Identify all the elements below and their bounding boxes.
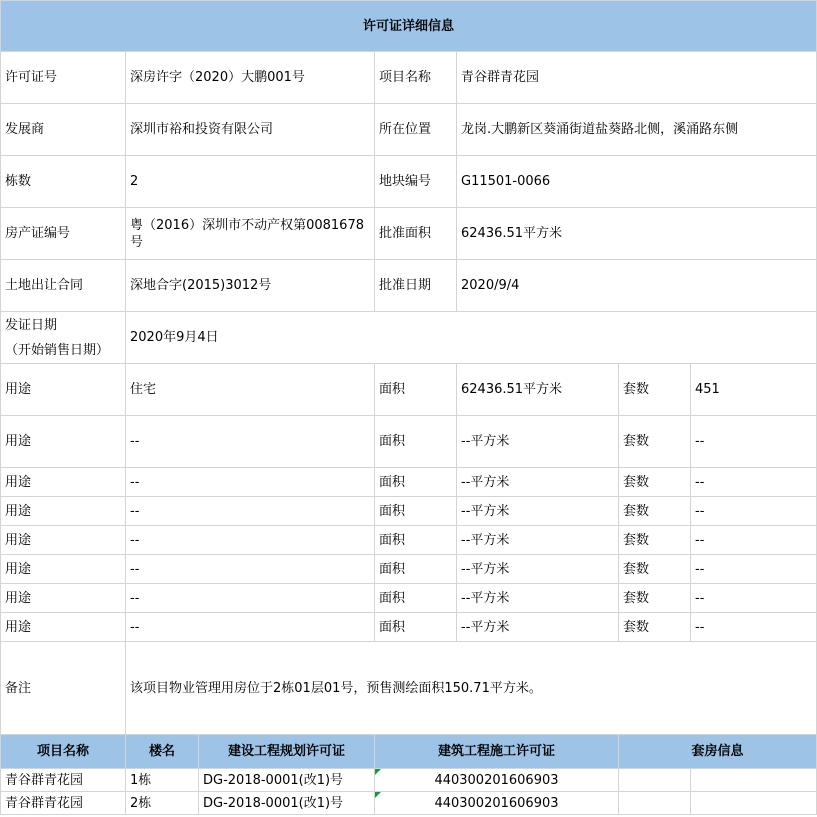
units-value: -- (691, 526, 817, 555)
usage-label: 用途 (1, 584, 126, 613)
units-value: -- (691, 416, 817, 468)
col-header-construction-permit: 建筑工程施工许可证 (375, 735, 619, 769)
area-value: 62436.51平方米 (457, 364, 619, 416)
developer-value: 深圳市裕和投资有限公司 (126, 104, 375, 156)
info-row-developer (1, 104, 817, 156)
units-label: 套数 (619, 613, 691, 642)
area-label: 面积 (375, 497, 457, 526)
usage-value: -- (126, 526, 375, 555)
area-label: 面积 (375, 613, 457, 642)
issue-date-value: 2020年9月4日 (126, 312, 817, 364)
usage-row (1, 555, 817, 584)
usage-label: 用途 (1, 613, 126, 642)
usage-label: 用途 (1, 526, 126, 555)
project-name-value: 青谷群青花园 (457, 52, 817, 104)
issue-date-label-line2: （开始销售日期） (5, 342, 110, 358)
area-value: --平方米 (457, 497, 619, 526)
usage-value: -- (126, 416, 375, 468)
usage-value: -- (126, 555, 375, 584)
units-label: 套数 (619, 416, 691, 468)
usage-row (1, 497, 817, 526)
issue-date-label-line1: 发证日期 (5, 317, 58, 333)
area-label: 面积 (375, 555, 457, 584)
page-title: 许可证详细信息 (1, 1, 817, 52)
usage-value: -- (126, 584, 375, 613)
area-label: 面积 (375, 416, 457, 468)
usage-label: 用途 (1, 416, 126, 468)
property-cert-label: 房产证编号 (1, 208, 126, 260)
usage-label: 用途 (1, 468, 126, 497)
location-value: 龙岗.大鹏新区葵涌街道盐葵路北侧，溪涌路东侧 (457, 104, 817, 156)
building-name-cell: 1栋 (126, 769, 199, 792)
info-row-property-cert (1, 208, 817, 260)
units-label: 套数 (619, 468, 691, 497)
area-label: 面积 (375, 468, 457, 497)
remark-value: 该项目物业管理用房位于2栋01层01号，预售测绘面积150.71平方米。 (126, 642, 817, 735)
building-project-cell: 青谷群青花园 (1, 769, 126, 792)
table-row (1, 792, 817, 815)
units-label: 套数 (619, 526, 691, 555)
unit-info-cell-extra (691, 769, 817, 792)
construction-permit-cell: 440300201606903 (375, 769, 619, 792)
table-row (1, 769, 817, 792)
info-row-land-contract (1, 260, 817, 312)
area-value: --平方米 (457, 584, 619, 613)
usage-value: -- (126, 468, 375, 497)
usage-value: -- (126, 497, 375, 526)
units-label: 套数 (619, 364, 691, 416)
plot-no-label: 地块编号 (375, 156, 457, 208)
permit-no-label: 许可证号 (1, 52, 126, 104)
usage-label: 用途 (1, 555, 126, 584)
approved-date-value: 2020/9/4 (457, 260, 817, 312)
unit-info-cell[interactable] (619, 792, 691, 815)
approved-area-label: 批准面积 (375, 208, 457, 260)
area-value: --平方米 (457, 613, 619, 642)
usage-row (1, 613, 817, 642)
area-label: 面积 (375, 364, 457, 416)
usage-value: 住宅 (126, 364, 375, 416)
planning-permit-cell: DG-2018-0001(改1)号 (199, 769, 375, 792)
usage-row (1, 416, 817, 468)
property-cert-value: 粤（2016）深圳市不动产权第0081678号 (126, 208, 375, 260)
approved-area-value: 62436.51平方米 (457, 208, 817, 260)
col-header-unit-info: 套房信息 (619, 735, 817, 769)
plot-no-value: G11501-0066 (457, 156, 817, 208)
unit-info-cell[interactable] (619, 769, 691, 792)
area-label: 面积 (375, 584, 457, 613)
col-header-building: 楼名 (126, 735, 199, 769)
info-row-permit (1, 52, 817, 104)
usage-row (1, 584, 817, 613)
area-value: --平方米 (457, 416, 619, 468)
units-value: -- (691, 468, 817, 497)
permit-no-value: 深房许字（2020）大鹏001号 (126, 52, 375, 104)
usage-label: 用途 (1, 497, 126, 526)
developer-label: 发展商 (1, 104, 126, 156)
issue-date-label (1, 312, 126, 364)
info-row-buildings (1, 156, 817, 208)
units-value: 451 (691, 364, 817, 416)
area-label: 面积 (375, 526, 457, 555)
units-value: -- (691, 613, 817, 642)
col-header-planning-permit: 建设工程规划许可证 (199, 735, 375, 769)
area-value: --平方米 (457, 555, 619, 584)
approved-date-label: 批准日期 (375, 260, 457, 312)
units-label: 套数 (619, 555, 691, 584)
building-name-cell: 2栋 (126, 792, 199, 815)
usage-row (1, 526, 817, 555)
area-value: --平方米 (457, 468, 619, 497)
planning-permit-cell: DG-2018-0001(改1)号 (199, 792, 375, 815)
construction-permit-cell: 440300201606903 (375, 792, 619, 815)
usage-row (1, 468, 817, 497)
area-value: --平方米 (457, 526, 619, 555)
buildings-label: 栋数 (1, 156, 126, 208)
location-label: 所在位置 (375, 104, 457, 156)
usage-label: 用途 (1, 364, 126, 416)
project-name-label: 项目名称 (375, 52, 457, 104)
info-row-issue-date (1, 312, 817, 364)
remark-label: 备注 (1, 642, 126, 735)
units-value: -- (691, 584, 817, 613)
usage-row (1, 364, 817, 416)
remark-row (1, 642, 817, 735)
units-value: -- (691, 555, 817, 584)
usage-value: -- (126, 613, 375, 642)
unit-info-cell-extra (691, 792, 817, 815)
units-label: 套数 (619, 497, 691, 526)
building-project-cell: 青谷群青花园 (1, 792, 126, 815)
land-contract-value: 深地合字(2015)3012号 (126, 260, 375, 312)
buildings-header-row (1, 735, 817, 769)
units-label: 套数 (619, 584, 691, 613)
units-value: -- (691, 497, 817, 526)
buildings-value: 2 (126, 156, 375, 208)
land-contract-label: 土地出让合同 (1, 260, 126, 312)
col-header-project: 项目名称 (1, 735, 126, 769)
